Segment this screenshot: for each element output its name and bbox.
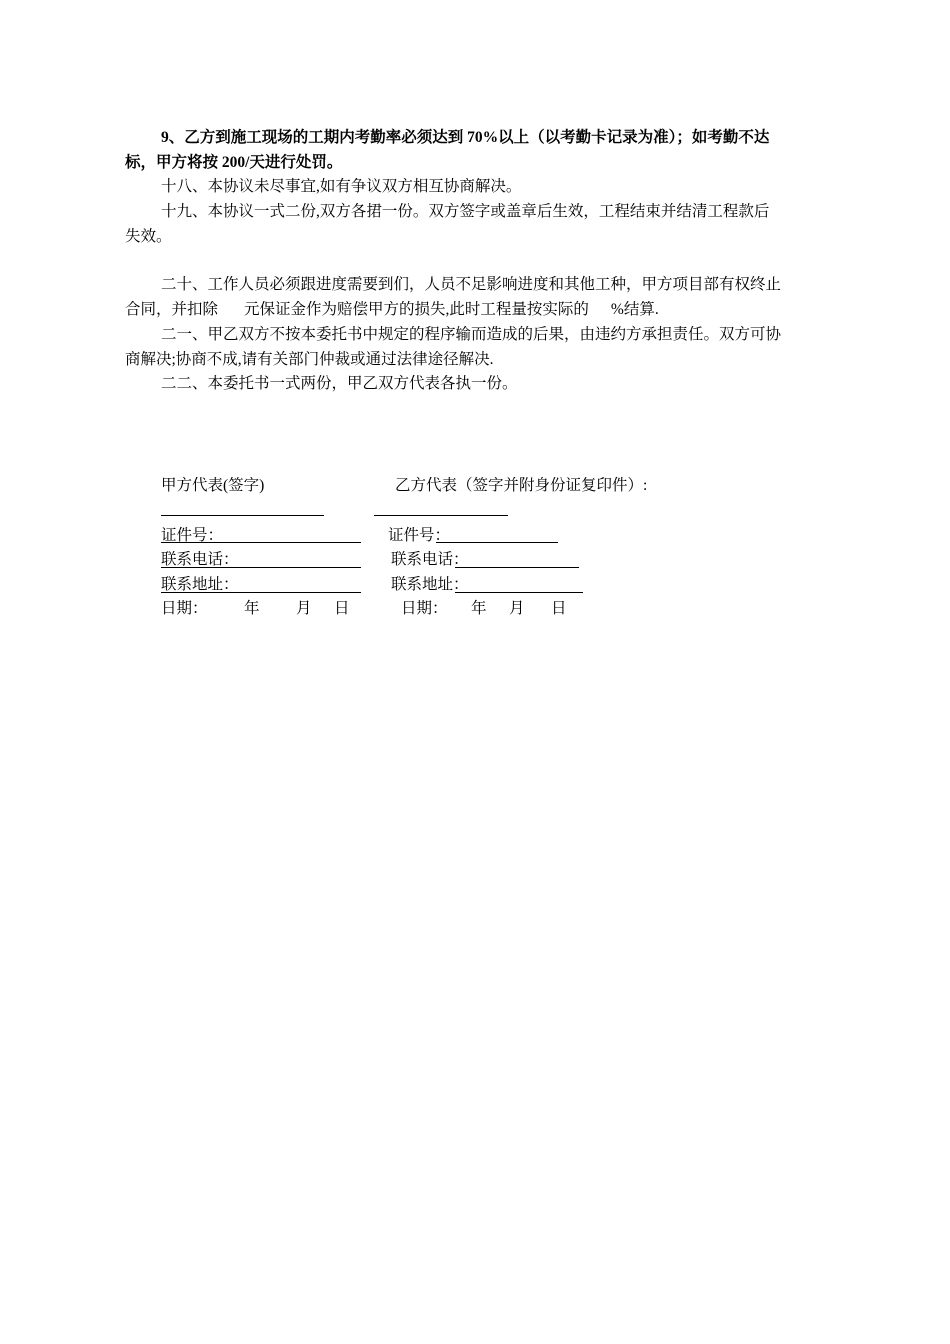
party-a-signature-line[interactable] [161, 515, 324, 516]
clause-9-line2: 标，甲方将按 200/天进行处罚。 [125, 153, 343, 171]
clause-19-line1: 十九、本协议一式二份,双方各捃一份。双方签字或盖章后生效，工程结束并结清工程款后 [161, 203, 770, 220]
party-a-date-day: 日 [334, 600, 350, 617]
party-b-signature-line[interactable] [374, 515, 508, 516]
clause-18-text: 十八、本协议未尽事宜,如有争议双方相互协商解决。 [161, 178, 522, 195]
party-a-id-label: 证件号： [161, 527, 224, 544]
clause-21 [125, 323, 833, 372]
clause-20-line2-a: 合同，并扣除 [125, 300, 219, 318]
party-a-rep-label: 甲方代表(签字) [161, 477, 265, 494]
party-a-address-line[interactable] [161, 592, 361, 593]
party-b-phone-line[interactable] [455, 567, 579, 568]
party-b-date-month: 月 [509, 600, 525, 617]
clause-20-line2-c: %结算. [610, 300, 659, 318]
party-b-phone-label: 联系电话： [391, 551, 469, 568]
party-b-date-label: 日期： [401, 600, 448, 617]
clause-21-line1: 二一、甲乙双方不按本委托书中规定的程序输而造成的后果，由违约方承担责任。双方可协 [161, 326, 782, 343]
party-a-id-line[interactable] [161, 542, 361, 543]
party-a-address-label: 联系地址： [161, 576, 239, 593]
party-b-id-line[interactable] [436, 542, 558, 543]
party-a-date-month: 月 [296, 600, 312, 617]
party-a-date-label: 日期： [161, 600, 208, 617]
party-b-rep-label: 乙方代表（签字并附身份证复印件）: [395, 477, 648, 494]
party-a-phone-line[interactable] [161, 567, 361, 568]
party-b-address-label: 联系地址： [391, 576, 469, 593]
party-a-phone-label: 联系电话： [161, 551, 239, 568]
party-b-id-label: 证件号： [388, 527, 451, 544]
clause-9 [125, 126, 833, 175]
clause-20 [125, 273, 833, 322]
party-a-date-year: 年 [244, 600, 260, 617]
clause-18 [143, 175, 833, 200]
party-b-address-line[interactable] [455, 592, 583, 593]
clause-9-line1: 9、乙方到施工现场的工期内考勤率必须达到 70%以上（以考勤卡记录为准）；如考勤不达 [161, 129, 770, 146]
party-b-date-year: 年 [471, 600, 487, 617]
clause-19-line2: 失效。 [125, 227, 172, 245]
clause-21-line2: 商解决;协商不成,请有关部门仲裁或通过法律途径解决. [125, 350, 494, 368]
clause-20-line1: 二十、工作人员必须跟进度需要到们，人员不足影响进度和其他工种，甲方项目部有权终止 [161, 276, 782, 293]
clause-22-text: 二二、本委托书一式两份，甲乙双方代表各执一份。 [161, 375, 518, 392]
party-b-date-day: 日 [551, 600, 567, 617]
clause-20-line2-b: 元保证金作为赔偿甲方的损失,此时工程量按实际的 [244, 300, 589, 318]
clause-19 [125, 200, 833, 249]
clause-22 [143, 372, 833, 397]
